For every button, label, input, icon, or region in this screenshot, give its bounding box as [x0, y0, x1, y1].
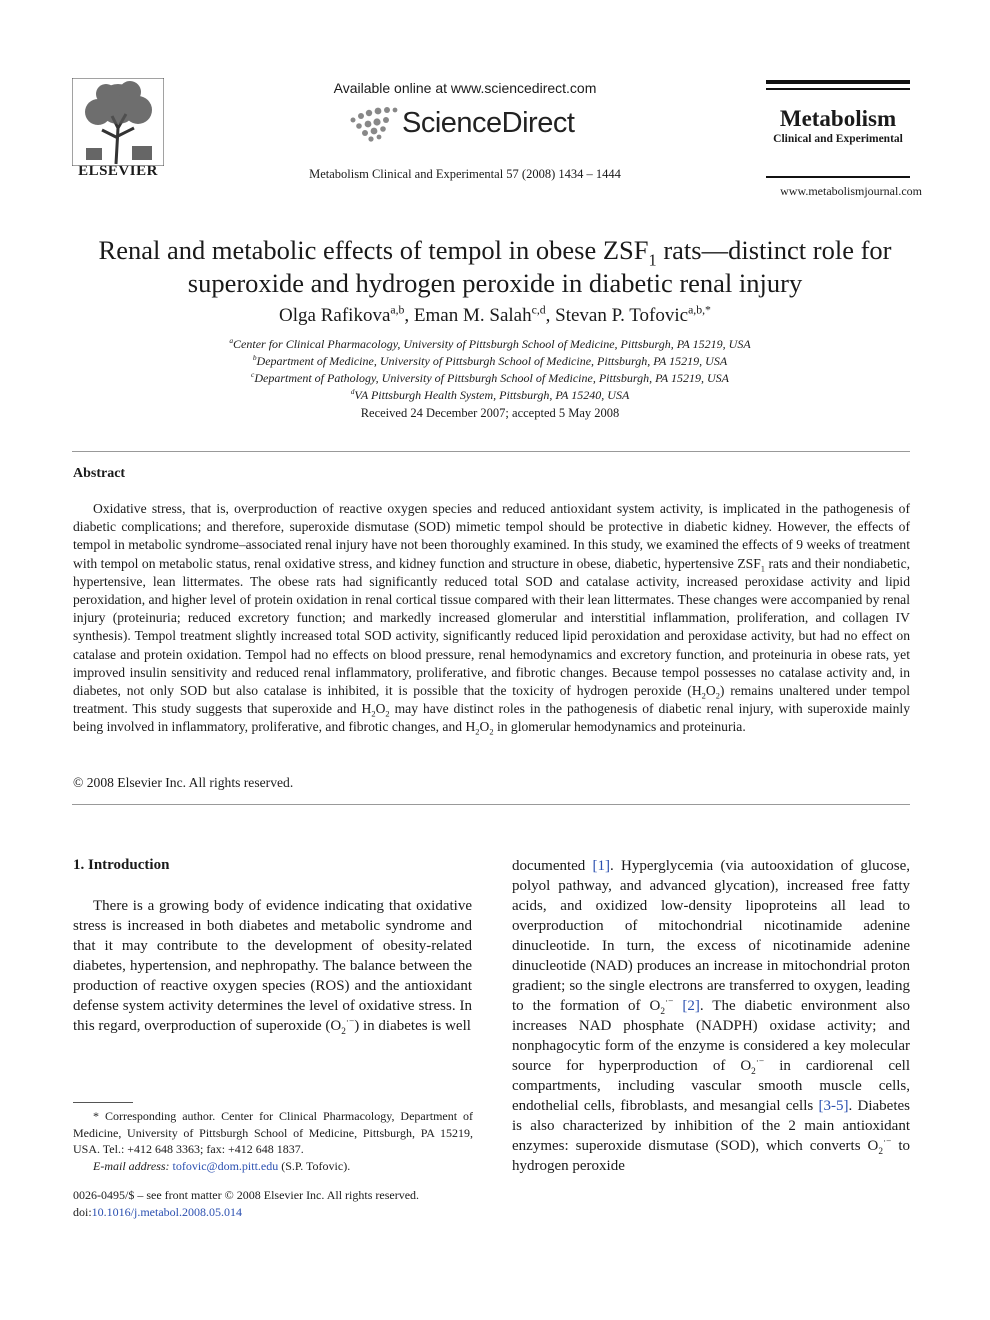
superscript: ·−	[883, 1137, 892, 1147]
author-affil: c,d	[531, 303, 546, 317]
footnote-rule	[73, 1102, 133, 1103]
corresponding-text: * Corresponding author. Center for Clinical Pharmacology, Department of Medicine, University of Pittsburgh School of Medicine, Pittsburgh, PA 15219, USA. Tel.: +412 648 3363; fax: +412 648 1837.	[73, 1109, 473, 1156]
journal-rule-thick	[766, 80, 910, 84]
intro-left-column	[73, 896, 472, 1036]
affiliation-text: Center for Clinical Pharmacology, University of Pittsburgh School of Medicine, Pittsburgh, PA 15219, USA	[233, 337, 751, 351]
affiliation-text: Department of Pathology, University of Pittsburgh School of Medicine, Pittsburgh, PA 15219, USA	[254, 371, 729, 385]
subscript: 2	[701, 690, 706, 701]
subscript: 2	[751, 1067, 756, 1077]
author-list	[60, 305, 930, 327]
title-part1: Renal and metabolic effects of tempol in obese ZSF	[98, 235, 649, 265]
sciencedirect-wordmark: ScienceDirect	[402, 107, 575, 139]
journal-subtitle: Clinical and Experimental	[773, 133, 903, 145]
author-sep: ,	[545, 305, 556, 326]
affiliation-label: c	[251, 370, 255, 379]
subscript: 2	[715, 690, 720, 701]
author-name: Stevan P. Tofovic	[555, 305, 689, 326]
subscript: 2	[475, 727, 480, 738]
journal-rule-thin	[766, 88, 910, 90]
available-online-text: Available online at www.sciencedirect.com	[333, 80, 597, 96]
affiliation-c	[120, 371, 860, 386]
abstract-body	[73, 500, 910, 737]
doi-label: doi:	[73, 1205, 92, 1219]
citation-link[interactable]: [2]	[682, 998, 700, 1014]
section-heading-introduction: 1. Introduction	[73, 857, 170, 873]
journal-rule-bottom	[766, 176, 910, 178]
title-part2: rats—distinct role for	[656, 235, 892, 265]
subscript: 2	[341, 1027, 346, 1037]
subscript: 2	[878, 1147, 884, 1157]
subscript: 1	[760, 563, 765, 574]
received-dates: Received 24 December 2007; accepted 5 May 2008	[360, 406, 620, 420]
author-name: Olga Rafikova	[279, 305, 391, 326]
author-sep: ,	[404, 305, 414, 326]
issn-line: 0026-0495/$ – see front matter © 2008 Elsevier Inc. All rights reserved.	[73, 1188, 420, 1202]
superscript: ·−	[345, 1017, 355, 1027]
email-link[interactable]: tofovic@dom.pitt.edu	[172, 1158, 279, 1173]
affiliation-label: d	[350, 387, 355, 396]
copyright-notice: © 2008 Elsevier Inc. All rights reserved.	[73, 775, 294, 790]
abstract-heading: Abstract	[73, 466, 126, 481]
corresponding-author-footnote	[73, 1108, 473, 1174]
subscript: 2	[371, 708, 376, 719]
subscript: 2	[660, 1007, 666, 1017]
elsevier-wordmark: ELSEVIER	[78, 163, 158, 179]
abstract-rule-bottom	[72, 804, 910, 805]
affiliation-label: a	[229, 336, 234, 345]
abstract-rule-top	[72, 451, 910, 452]
front-matter	[73, 1187, 493, 1221]
email-label: E-mail address:	[93, 1158, 170, 1173]
journal-url[interactable]: www.metabolismjournal.com	[780, 184, 922, 198]
subscript: 2	[489, 727, 494, 738]
affiliation-d	[120, 388, 860, 403]
doi-link[interactable]: 10.1016/j.metabol.2008.05.014	[91, 1205, 242, 1219]
title-sub: 1	[648, 250, 657, 270]
elsevier-tree-logo-icon	[72, 78, 164, 166]
journal-citation: Metabolism Clinical and Experimental 57 (2008) 1434 – 1444	[309, 167, 621, 181]
affiliation-text: Department of Medicine, University of Pittsburgh School of Medicine, Pittsburgh, PA 15219, USA	[256, 354, 728, 368]
citation-link[interactable]: [1]	[592, 858, 611, 874]
abstract-paragraph: Oxidative stress, that is, overproduction of reactive oxygen species and reduced antioxidant system activity, is implicated in the pathogenesis of diabetic complications; and therefore, superoxide dismutase (SOD) mimetic tempol should be protective in diabetic kidney. However, the effects of tempol in metabolic syndrome–associated renal injury have not been thoroughly examined. In this study, we examined the effects of 9 weeks of treatment with tempol on metabolic status, renal oxidative stress, and kidney function and structure in obese, diabetic, hypertensive $ZSF_1$ rats and their nondiabetic, hypertensive, lean littermates. The obese rats had significantly reduced total SOD and catalase activity, increased peroxidase activity and lipid peroxidation, and higher level of protein oxidation in renal cortical tissue compared with their lean littermates. These changes were accompanied by renal injury (proteinuria; reduced excretory function; and markedly increased glomerular and interstitial inflammation, proliferation, and collagen IV synthesis). Tempol treatment slightly increased total SOD activity, significantly reduced lipid peroxidation and peroxidase activity, but had no effect on catalase and protein oxidation. Tempol had no effects on blood pressure, renal hemodynamics and excretory function, and proteinuria in obese rats, yet improved insulin sensitivity and reduced renal inflammatory, proliferative, and fibrotic changes. Because tempol possesses no catalase activity and, in diabetes, not only SOD but also catalase is inhibited, it is possible that the toxicity of hydrogen peroxide $(H_2O_2)$ remains unaltered under tempol treatment. This study suggests that superoxide and $H_2O_2$ may have distinct roles in the pathogenesis of diabetic renal injury, with superoxide mainly being involved in inflammatory, proliferative, and fibrotic changes, and $H_2O_2$ in glomerular hemodynamics and proteinuria.	[73, 501, 911, 738]
email-line	[73, 1158, 473, 1175]
affiliation-b	[120, 354, 860, 369]
intro-paragraph: There is a growing body of evidence indicating that oxidative stress is increased in both diabetes and metabolic syndrome and that it may contribute to the development of obesity-related diabetes, hypertension, and nephropathy. The balance between the production of reactive oxygen species (ROS) and the antioxidant defense system activity determines the level of oxidative stress. In this regard, overproduction of superoxide $(O_2^{\cdot-})$ in diabetes is well	[73, 898, 472, 1037]
doi-line	[73, 1204, 493, 1221]
citation-link[interactable]: [3-5]	[818, 1098, 849, 1114]
title-line2: superoxide and hydrogen peroxide in diabetic renal injury	[187, 268, 803, 298]
affiliation-text: VA Pittsburgh Health System, Pittsburgh, PA 15240, USA	[354, 388, 630, 402]
intro-paragraph-continued: documented [1]. Hyperglycemia (via autooxidation of glucose, polyol pathway, and advanced glycation), increased free fatty acids, and oxidized low-density lipoproteins all lead to overproduction of mitochondrial nicotinamide adenine dinucleotide. In turn, the excess of nicotinamide adenine dinucleotide (NAD) produces an increase in mitochondrial proton gradient; so the single electrons are transferred to oxygen, leading to the formation of $O_2^{\cdot-}$ [2]. The diabetic environment also increases NAD phosphate (NADPH) oxidase activity; and nonphagocytic form of the enzyme is considered a key molecular source for hyperproduction of $O_2^{\cdot-}$ in cardiorenal cell compartments, including vascular smooth muscle cells, endothelial cells, fibroblasts, and mesangial cells [3-5]. Diabetes is also characterized by inhibition of the 2 main antioxidant enzymes: superoxide dismutase (SOD), which converts $O_2^{\cdot-}$ to hydrogen peroxide	[512, 858, 911, 1174]
author-name: Eman M. Salah	[413, 305, 532, 326]
article-title	[60, 234, 930, 300]
affiliation-a	[120, 337, 860, 352]
subscript: 2	[385, 708, 390, 719]
superscript: ·−	[665, 997, 674, 1007]
email-suffix: (S.P. Tofovic).	[278, 1158, 351, 1173]
author-affil: a,b	[390, 303, 405, 317]
author-affil: a,b,*	[688, 303, 711, 317]
intro-right-column	[512, 856, 910, 1176]
journal-name: Metabolism	[779, 106, 897, 131]
superscript: ·−	[755, 1057, 765, 1067]
affiliation-label: b	[252, 353, 257, 362]
